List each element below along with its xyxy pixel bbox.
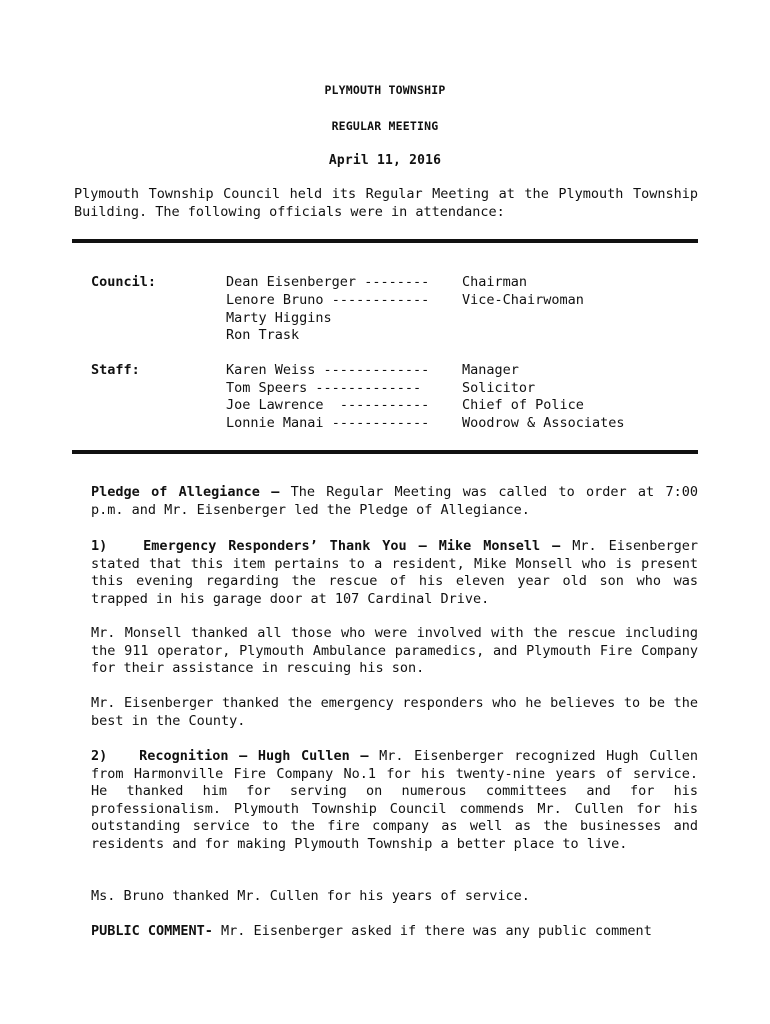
council-row — [226, 274, 429, 292]
staff-row — [226, 380, 421, 398]
item2-paragraph — [91, 748, 698, 853]
pledge-heading: Pledge of Allegiance – — [91, 484, 280, 500]
council-name: Ron Trask — [226, 327, 300, 343]
staff-name: Karen Weiss — [226, 362, 316, 378]
public-comment-heading: PUBLIC COMMENT- — [91, 923, 213, 939]
item2-paragraph-2: Ms. Bruno thanked Mr. Cullen for his years of service. — [91, 888, 530, 904]
staff-row — [226, 362, 429, 380]
staff-label: Staff: — [91, 362, 140, 378]
staff-name: Joe Lawrence — [226, 397, 324, 413]
staff-row — [226, 415, 429, 433]
pledge-paragraph — [91, 484, 698, 519]
pledge-text: The Regular Meeting was called to order at 7:00 p.m. and Mr. Eisenberger led the Pledge of Allegiance. — [91, 484, 698, 518]
item2-heading: 2) Recognition – Hugh Cullen – — [91, 748, 369, 764]
council-label: Council: — [91, 274, 157, 290]
staff-dashes: ------------- — [323, 362, 430, 378]
council-name: Lenore Bruno — [226, 292, 324, 308]
council-role: Chairman — [462, 274, 528, 290]
staff-row — [226, 397, 429, 415]
council-role: Vice-Chairwoman — [462, 292, 584, 308]
council-name: Marty Higgins — [226, 310, 332, 326]
staff-role: Chief of Police — [462, 397, 584, 413]
meeting-title: REGULAR MEETING — [331, 119, 439, 133]
divider-top — [72, 239, 698, 243]
council-name: Dean Eisenberger — [226, 274, 357, 290]
item1-paragraph — [91, 538, 698, 608]
township-title: PLYMOUTH TOWNSHIP — [324, 83, 446, 97]
item1-paragraph-2: Mr. Monsell thanked all those who were involved with the rescue including the 911 operator, Plymouth Ambulance paramedics, and Plymouth Fire Company for their assistance in rescuing his son. — [91, 625, 698, 676]
divider-bottom — [72, 450, 698, 454]
staff-role: Woodrow & Associates — [462, 415, 625, 431]
public-comment-text: Mr. Eisenberger asked if there was any public comment — [212, 923, 652, 939]
staff-dashes: ------------- — [315, 380, 422, 396]
council-dashes: -------- — [364, 274, 430, 290]
item1-paragraph-3: Mr. Eisenberger thanked the emergency responders who he believes to be the best in the County. — [91, 695, 698, 729]
staff-dashes: ------------ — [331, 415, 430, 431]
staff-dashes: ----------- — [331, 397, 430, 413]
council-row — [226, 292, 429, 310]
staff-name: Tom Speers — [226, 380, 308, 396]
council-dashes: ------------ — [331, 292, 430, 308]
meeting-date: April 11, 2016 — [328, 153, 442, 168]
item1-heading: 1) Emergency Responders’ Thank You – Mike Monsell – — [91, 538, 561, 554]
item2-text: Mr. Eisenberger recognized Hugh Cullen from Harmonville Fire Company No.1 for his twenty-nine years of service. He thanked him for serving on numerous committees and for his professionalism. Plymouth Township Council commends Mr. Cullen for his outstanding service to the fire company as well as the businesses and residents and for making Plymouth Township a better place to live. — [91, 748, 698, 852]
public-comment-paragraph — [91, 923, 698, 941]
staff-name: Lonnie Manai — [226, 415, 324, 431]
intro-paragraph: Plymouth Township Council held its Regular Meeting at the Plymouth Township Building. The following officials were in attendance: — [74, 186, 698, 220]
staff-role: Manager — [462, 362, 519, 378]
item1-text: Mr. Eisenberger stated that this item pertains to a resident, Mike Monsell who is present this evening regarding the rescue of his eleven year old son who was trapped in his garage door at 107 Cardinal Drive. — [91, 538, 698, 607]
staff-role: Solicitor — [462, 380, 536, 396]
